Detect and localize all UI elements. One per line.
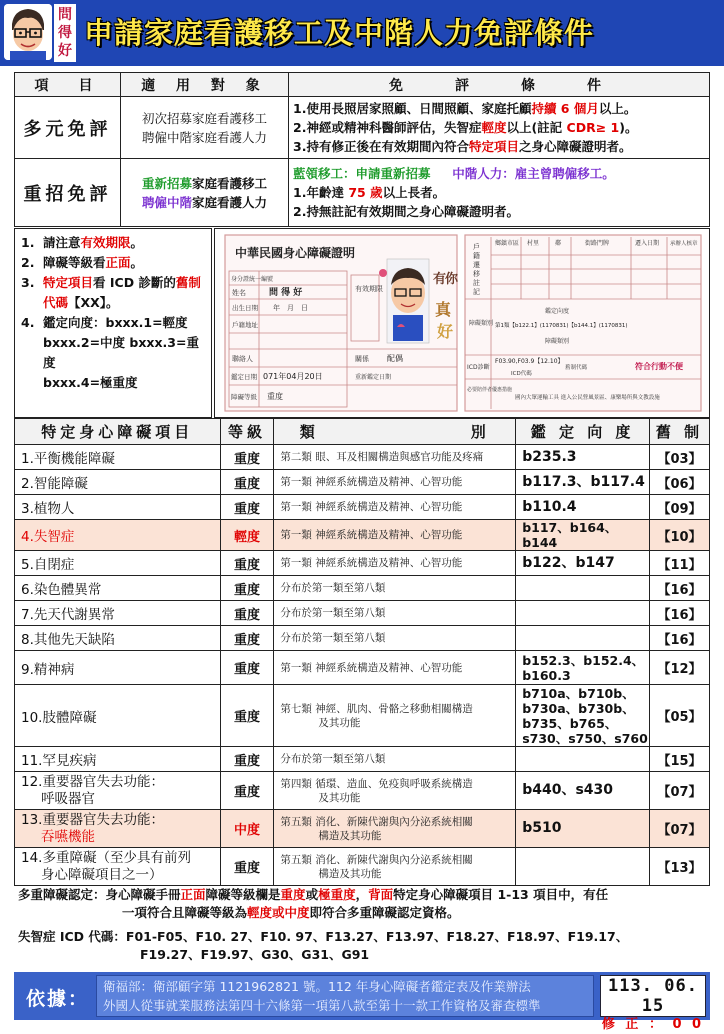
disability-category <box>274 810 516 848</box>
cert-category-label: 障礙類別 <box>469 320 494 327</box>
disability-category: 第一類 神經系統構造及精神、心智功能 <box>274 495 516 520</box>
cert-name-label: 姓名 <box>232 289 246 297</box>
reference-line: 衛福部：衛部顧字第 1121962821 號。112 年身心障礙者鑑定表及作業辦法 <box>103 979 531 994</box>
condition-line <box>293 183 705 202</box>
certificate-svg <box>215 229 709 417</box>
footnote-text: 或 <box>305 887 319 902</box>
condition-text: 1.使用長照居家照顧、日間照顧、家庭托顧 <box>293 101 532 116</box>
footnote-text: 障礙等級欄是 <box>205 887 281 902</box>
note-emphasis: 有效期限 <box>80 235 131 250</box>
disability-level: 重度 <box>220 551 274 576</box>
name-line: 14.多重障礙（至少具有前列 <box>21 849 191 866</box>
cert-bubble-text3: 好 <box>437 322 454 341</box>
cert-level-value: 重度 <box>267 392 283 401</box>
old-code: 【06】 <box>650 470 710 495</box>
disability-name: 10.肢體障礙 <box>15 685 221 747</box>
target-line: 聘僱中階家庭看護人力 <box>141 129 267 145</box>
table-row <box>15 470 710 495</box>
disability-category: 分布於第一類至第八類 <box>274 576 516 601</box>
page-title: 申請家庭看護移工及中階人力免評條件 <box>84 16 595 50</box>
footnote-line: F19.27、F19.97、G30、G31、G91 <box>140 947 370 962</box>
footnote-text: 多重障礙認定：身心障礙手冊 <box>18 887 181 902</box>
note-text: 看 ICD 診斷的 <box>93 275 176 290</box>
footer-label: 依據： <box>26 988 90 1010</box>
cert-back-col: 村里 <box>527 240 540 247</box>
target-line: 初次招募家庭看護移工 <box>141 110 267 126</box>
disability-level: 重度 <box>220 445 274 470</box>
multi-exemption-category: 多元免評 <box>15 97 121 159</box>
disability-level: 重度 <box>220 470 274 495</box>
footer <box>14 972 710 1032</box>
header-item: 項 目 <box>15 73 121 97</box>
assessment-codes: b117.3、b117.4 <box>516 470 650 495</box>
table-row <box>15 445 710 470</box>
disability-category: 分布於第一類至第八類 <box>274 747 516 772</box>
footnote-line <box>18 904 708 922</box>
assessment-codes <box>516 848 650 886</box>
name-line: 13.重要器官失去功能： <box>21 811 164 828</box>
disability-category: 第二類 眼、耳及相關構造與感官功能及疼痛 <box>274 445 516 470</box>
disability-name: 11.罕見疾病 <box>15 747 221 772</box>
code-line: b730a、b730b、 <box>522 700 635 716</box>
cert-bubble-text2: 真 <box>435 300 452 319</box>
condition-text: 以上(註記 <box>506 120 567 135</box>
category-line: 第四類 循環、造血、免疫與呼吸系統構造 <box>280 777 473 790</box>
target-line <box>121 193 288 212</box>
disability-category: 第一類 神經系統構造及精神、心智功能 <box>274 520 516 551</box>
category-line: 及其功能 <box>318 791 361 804</box>
code-line: b710a、b710b、 <box>522 685 635 701</box>
cert-relation-label: 關係 <box>355 355 369 363</box>
disability-level: 重度 <box>220 601 274 626</box>
note-item <box>21 253 205 273</box>
cert-household-label: 戶籍地址 <box>232 321 258 329</box>
assessment-codes <box>516 576 650 601</box>
avatar <box>4 4 52 60</box>
note-item <box>21 233 205 253</box>
old-code: 【16】 <box>650 626 710 651</box>
disability-name: 6.染色體異常 <box>15 576 221 601</box>
footnote-text: 特定身心障礙項目 1-13 項目中，有任 <box>393 887 609 902</box>
certificate-title: 中華民國身心障礙證明 <box>235 246 356 260</box>
condition-line <box>293 99 705 118</box>
assessment-codes <box>516 601 650 626</box>
assessment-codes <box>516 685 650 747</box>
disability-level: 重度 <box>220 576 274 601</box>
disability-level: 重度 <box>220 772 274 810</box>
assessment-codes: b117、b164、b144 <box>516 520 650 551</box>
condition-text: )。 <box>619 120 638 135</box>
cert-bubble-text: 有你 <box>433 272 459 287</box>
rehire-exemption-target <box>121 159 289 227</box>
disability-level: 重度 <box>220 685 274 747</box>
disability-level: 重度 <box>220 495 274 520</box>
table-row <box>15 747 710 772</box>
notes-box <box>14 228 212 418</box>
exemption-table-header <box>15 73 710 97</box>
note-subline: bxxx.4=極重度 <box>43 375 138 390</box>
table-row-highlighted <box>15 520 710 551</box>
name-line: 身心障礙項目之一） <box>41 866 163 883</box>
disability-name: 1.平衡機能障礙 <box>15 445 221 470</box>
table-row <box>15 685 710 747</box>
table-row <box>15 848 710 886</box>
old-code: 【13】 <box>650 848 710 886</box>
exemption-table <box>14 72 710 227</box>
note-text: 障礙等級看 <box>43 255 106 270</box>
old-code: 【07】 <box>650 810 710 848</box>
cert-id-label: 身分證統一編號 <box>231 276 274 283</box>
cert-back-col: 遷入日期 <box>635 240 660 247</box>
note-number: 1. <box>21 235 35 250</box>
cert-support-value: 國內大眾運輸工具 進入公民營風景區、康樂場所與文教設施 <box>515 395 660 401</box>
note-number: 3. <box>21 275 35 290</box>
cert-icd-label: ICD診斷 <box>467 364 490 371</box>
disability-name <box>15 848 221 886</box>
code-line: b735、b765、 <box>522 715 618 731</box>
note-number: 4. <box>21 315 35 330</box>
lead-mid-level: 中階人力：雇主曾聘僱移工。 <box>452 166 615 181</box>
cert-assess-date-label: 鑑定日期 <box>231 373 257 381</box>
condition-line <box>293 137 705 156</box>
name-line: 吞嚥機能 <box>41 828 95 845</box>
lead-blue-collar: 藍領移工：申請重新招募 <box>293 166 431 181</box>
cert-back-col: 鄰 <box>555 240 562 247</box>
condition-text: 以上。 <box>598 101 637 116</box>
cert-old-code-note: 舊制代碼 <box>565 365 588 371</box>
cert-relation-value: 配偶 <box>387 354 403 363</box>
disability-category <box>274 848 516 886</box>
disability-category: 第一類 神經系統構造及精神、心智功能 <box>274 470 516 495</box>
old-code: 【11】 <box>650 551 710 576</box>
disability-category: 第一類 神經系統構造及精神、心智功能 <box>274 651 516 685</box>
nickname-label <box>54 4 76 62</box>
nickname-char: 問 <box>58 7 72 23</box>
table-row <box>15 576 710 601</box>
old-code: 【16】 <box>650 576 710 601</box>
assessment-codes <box>516 651 650 685</box>
footnote-line <box>18 886 708 904</box>
disability-name <box>15 772 221 810</box>
footnote-emphasis: 極重度 <box>318 887 356 902</box>
category-line: 第五類 消化、新陳代謝與內分泌系統相關 <box>280 815 473 828</box>
old-code: 【15】 <box>650 747 710 772</box>
header-disability-item: 特定身心障礙項目 <box>15 419 221 445</box>
note-subline: bxxx.2=中度 bxxx.3=重度 <box>43 335 199 370</box>
condition-text: 2.神經或精神科醫師評估，失智症 <box>293 120 482 135</box>
footnote-emphasis: 正面 <box>180 887 206 902</box>
cert-valid-label: 有效期限 <box>355 285 383 293</box>
old-code: 【05】 <box>650 685 710 747</box>
note-item <box>21 313 205 333</box>
multiple-disability-note <box>18 886 708 922</box>
table-row <box>15 626 710 651</box>
header-old-code: 舊 制 <box>650 419 710 445</box>
note-emphasis: 特定項目 <box>43 275 94 290</box>
cert-category-value: 障礙類別 <box>545 338 570 345</box>
cert-support-label: 必要陪伴者優惠措施 <box>467 387 513 393</box>
disability-name: 9.精神病 <box>15 651 221 685</box>
condition-text: 以上長者。 <box>382 185 446 200</box>
disability-level: 重度 <box>220 848 274 886</box>
category-line: 及其功能 <box>318 716 361 729</box>
nickname-char: 得 <box>58 25 72 41</box>
condition-lead <box>293 164 705 183</box>
cert-assess-date-value: 071年04月20日 <box>263 372 323 381</box>
disability-level: 重度 <box>220 626 274 651</box>
name-line: 呼吸器官 <box>41 790 95 807</box>
condition-emphasis: CDR≥ 1 <box>566 120 620 135</box>
code-line: b160.3 <box>522 667 571 683</box>
note-text: 【XX】。 <box>68 295 119 310</box>
revision-number: 修 正 ： 0 0 <box>601 1017 705 1032</box>
rehire-exemption-category: 重招免評 <box>15 159 121 227</box>
cert-birth-label: 出生日期 <box>232 304 258 312</box>
disability-level: 重度 <box>220 747 274 772</box>
condition-text: 之身心障礙證明者。 <box>518 139 632 154</box>
footnote-emphasis: 輕度或中度 <box>247 905 310 920</box>
assessment-codes: b122、b147 <box>516 551 650 576</box>
multi-exemption-row <box>15 97 710 159</box>
target-line <box>121 174 288 193</box>
reference-line: 外國人從事就業服務法第四十六條第一項第八款至第十一款工作資格及審查標準 <box>103 998 541 1013</box>
disability-category: 第一類 神經系統構造及精神、心智功能 <box>274 551 516 576</box>
target-text: 家庭看護移工 <box>192 175 268 191</box>
disability-level: 輕度 <box>220 520 274 551</box>
page-header <box>0 0 724 66</box>
note-text: 鑑定向度：bxxx.1=輕度 <box>43 315 188 330</box>
table-row <box>15 772 710 810</box>
disability-category <box>274 685 516 747</box>
note-item <box>21 273 205 313</box>
old-code: 【16】 <box>650 601 710 626</box>
old-code: 【03】 <box>650 445 710 470</box>
revision-date-box <box>600 975 706 1032</box>
dementia-icd-note <box>18 928 708 964</box>
condition-text: 3.持有修正後在有效期間內符合 <box>293 139 469 154</box>
note-emphasis: 舊制代碼 <box>43 275 201 310</box>
assessment-codes: b235.3 <box>516 445 650 470</box>
nickname-char: 好 <box>58 43 72 59</box>
condition-emphasis: 持續 6 個月 <box>531 101 599 116</box>
table-row <box>15 551 710 576</box>
header-condition: 免 評 條 件 <box>289 73 710 97</box>
cert-back-col: 鄉鎮市區 <box>495 240 520 247</box>
note-number: 2. <box>21 255 35 270</box>
condition-emphasis: 特定項目 <box>468 139 519 154</box>
cert-back-address-label: 戶籍遷移註記 <box>473 243 480 296</box>
condition-line: 2.持無註記有效期間之身心障礙證明者。 <box>293 204 519 219</box>
footnote-text: ， <box>355 887 369 902</box>
disability-table <box>14 418 710 886</box>
footnote-text: 一項符合且障礙等級為 <box>122 905 248 920</box>
table-row <box>15 601 710 626</box>
category-line: 構造及其功能 <box>318 867 382 880</box>
target-emphasis: 重新招募 <box>141 175 192 191</box>
header-assessment: 鑑 定 向 度 <box>516 419 650 445</box>
cert-birth-value: 年 月 日 <box>273 304 308 312</box>
assessment-codes <box>516 626 650 651</box>
disability-category <box>274 772 516 810</box>
cert-back-col: 承辦人核章 <box>670 241 698 247</box>
assessment-codes: b440、s430 <box>516 772 650 810</box>
cert-contact-label: 聯絡人 <box>232 355 253 363</box>
disability-name <box>15 810 221 848</box>
disability-name: 4.失智症 <box>15 520 221 551</box>
cert-assess-dim: 鑑定向度 <box>545 308 570 315</box>
old-code: 【10】 <box>650 520 710 551</box>
disability-name: 3.植物人 <box>15 495 221 520</box>
footnote-line: 失智症 ICD 代碼：F01-F05、F10. 27、F10. 97、F13.27、F13.97、F18.27、F18.97、F19.17、 <box>18 929 629 944</box>
note-text: 。 <box>130 255 144 270</box>
disability-name: 2.智能障礙 <box>15 470 221 495</box>
header-level: 等級 <box>220 419 274 445</box>
cert-stamp: 符合行動不便 <box>635 362 683 371</box>
revision-date: 113. 06. 15 <box>608 976 698 1016</box>
rehire-exemption-conditions <box>289 159 710 227</box>
note-text: 。 <box>130 235 144 250</box>
note-emphasis: 正面 <box>105 255 131 270</box>
cert-icd-value: F03.90,F03.9【12.10】 <box>495 358 564 365</box>
name-line: 12.重要器官失去功能： <box>21 773 164 790</box>
disability-category: 分布於第一類至第八類 <box>274 626 516 651</box>
multi-exemption-conditions <box>289 97 710 159</box>
old-code: 【09】 <box>650 495 710 520</box>
target-emphasis: 聘僱中階 <box>141 194 192 210</box>
cert-level-label: 障礙等級 <box>231 393 257 401</box>
cert-revalue-label: 重新鑑定日期 <box>355 374 392 381</box>
disability-level: 中度 <box>220 810 274 848</box>
note-text: 請注意 <box>43 235 81 250</box>
code-line: b152.3、b152.4、 <box>522 652 645 668</box>
header-target: 適 用 對 象 <box>121 73 289 97</box>
code-line: s730、s750、s760 <box>522 730 648 746</box>
cert-assess-codes: 第1類【b122.1】(1170831)【b144.1】(1170831) <box>495 323 628 329</box>
table-row <box>15 651 710 685</box>
footnote-emphasis: 背面 <box>368 887 394 902</box>
assessment-codes <box>516 747 650 772</box>
cert-name-value: 問 得 好 <box>269 288 303 298</box>
condition-emphasis: 輕度 <box>481 120 507 135</box>
footnote-emphasis: 重度 <box>280 887 306 902</box>
disability-name: 8.其他先天缺陷 <box>15 626 221 651</box>
assessment-codes: b510 <box>516 810 650 848</box>
condition-emphasis: 75 歲 <box>348 185 383 200</box>
cert-back-col: 街路門牌 <box>585 240 610 247</box>
disability-table-header <box>15 419 710 445</box>
target-text: 家庭看護人力 <box>192 194 268 210</box>
multi-exemption-target <box>121 97 289 159</box>
disability-level: 重度 <box>220 651 274 685</box>
condition-line <box>293 118 705 137</box>
header-category: 類 別 <box>274 419 516 445</box>
footer-references <box>96 975 594 1017</box>
old-code: 【12】 <box>650 651 710 685</box>
disability-category: 分布於第一類至第八類 <box>274 601 516 626</box>
disability-name: 7.先天代謝異常 <box>15 601 221 626</box>
category-line: 構造及其功能 <box>318 829 382 842</box>
table-row <box>15 495 710 520</box>
old-code: 【07】 <box>650 772 710 810</box>
disability-name: 5.自閉症 <box>15 551 221 576</box>
cert-icd-code-note: ICD代碼 <box>511 371 532 377</box>
category-line: 第七類 神經、肌肉、骨骼之移動相關構造 <box>280 702 473 715</box>
certificate-illustration <box>214 228 710 418</box>
category-line: 第五類 消化、新陳代謝與內分泌系統相關 <box>280 853 473 866</box>
rehire-exemption-row <box>15 159 710 227</box>
table-row-highlighted <box>15 810 710 848</box>
condition-text: 1.年齡達 <box>293 185 349 200</box>
footnote-text: 即符合多重障礙認定資格。 <box>309 905 460 920</box>
assessment-codes: b110.4 <box>516 495 650 520</box>
